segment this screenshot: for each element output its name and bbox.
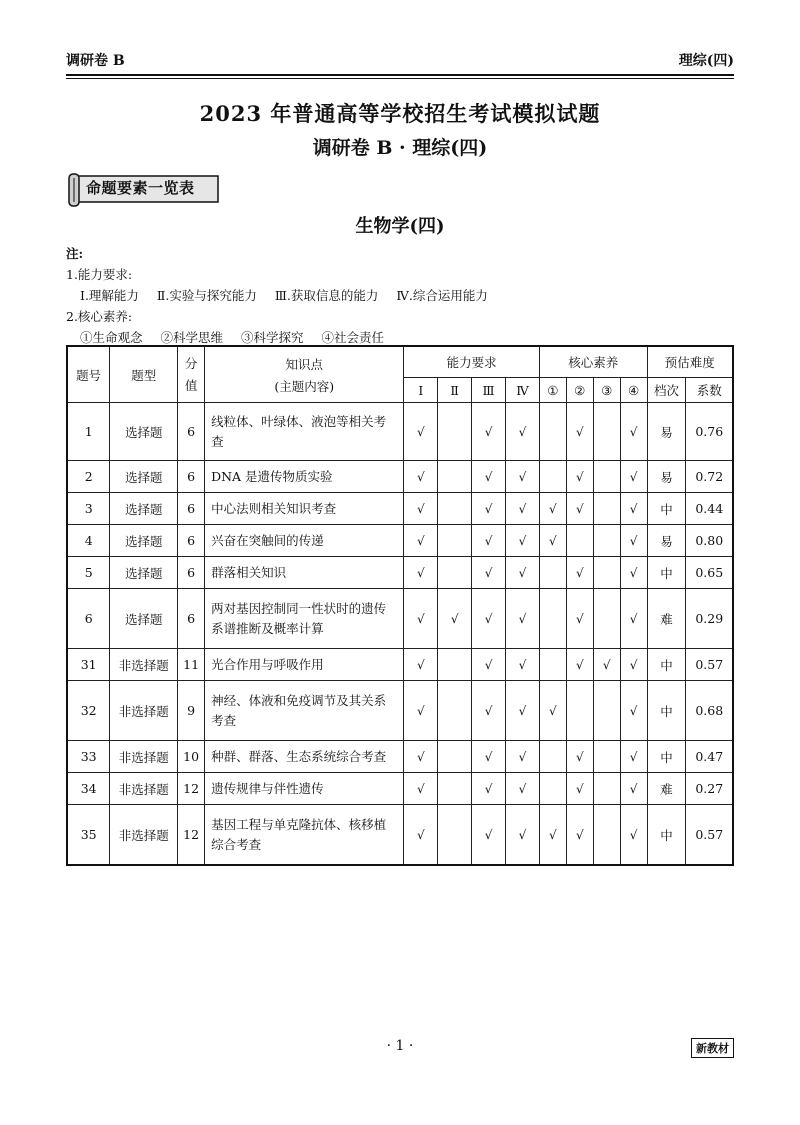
- table-row: [67, 589, 733, 649]
- cell-ability-check: √: [472, 461, 506, 493]
- cell-score: 12: [178, 773, 205, 805]
- page-subtitle: 调研卷 B · 理综(四): [312, 137, 488, 159]
- cell-literacy-check: [539, 461, 566, 493]
- cell-coef: 0.72: [686, 461, 733, 493]
- header-score-text: 分值: [184, 355, 198, 393]
- ability-item: Ⅲ.获取信息的能力: [274, 288, 379, 303]
- cell-literacy-check: [539, 557, 566, 589]
- cell-ability-check: √: [506, 403, 540, 461]
- cell-level: 难: [647, 773, 686, 805]
- cell-num: 3: [67, 493, 110, 525]
- header-ability-col: Ⅰ: [404, 378, 438, 403]
- header-ability-col: Ⅳ: [506, 378, 540, 403]
- cell-level: 易: [647, 525, 686, 557]
- cell-level: 难: [647, 589, 686, 649]
- page-number: · 1 ·: [386, 1038, 414, 1054]
- cell-ability-check: [438, 741, 472, 773]
- cell-literacy-check: [539, 741, 566, 773]
- cell-num: 1: [67, 403, 110, 461]
- cell-ability-check: √: [472, 403, 506, 461]
- header-left: 调研卷 B: [66, 53, 125, 69]
- header-literacy-col: ④: [620, 378, 647, 403]
- cell-ability-check: √: [472, 525, 506, 557]
- cell-num: 35: [67, 805, 110, 866]
- cell-ability-check: √: [506, 557, 540, 589]
- cell-ability-check: √: [404, 557, 438, 589]
- literacy-heading: 2.核心素养:: [66, 309, 133, 324]
- cell-type: 选择题: [110, 461, 178, 493]
- cell-score: 12: [178, 805, 205, 866]
- cell-level: 易: [647, 403, 686, 461]
- table-row: [67, 681, 733, 741]
- cell-topic: 种群、群落、生态系统综合考查: [205, 741, 404, 773]
- cell-literacy-check: √: [566, 403, 593, 461]
- cell-literacy-check: √: [620, 403, 647, 461]
- cell-literacy-check: [593, 493, 620, 525]
- cell-ability-check: √: [506, 741, 540, 773]
- table-row: [67, 805, 733, 866]
- cell-literacy-check: [593, 741, 620, 773]
- header-literacy-col: ①: [539, 378, 566, 403]
- cell-literacy-check: √: [620, 681, 647, 741]
- header-literacy-col: ③: [593, 378, 620, 403]
- section-title: 生物学(四): [355, 216, 445, 237]
- cell-ability-check: [438, 681, 472, 741]
- cell-ability-check: √: [472, 493, 506, 525]
- cell-literacy-check: √: [566, 773, 593, 805]
- cell-type: 非选择题: [110, 741, 178, 773]
- cell-num: 34: [67, 773, 110, 805]
- cell-topic: DNA 是遗传物质实验: [205, 461, 404, 493]
- table-row: [67, 525, 733, 557]
- cell-literacy-check: [593, 773, 620, 805]
- cell-literacy-check: √: [539, 805, 566, 866]
- header-difficulty: 预估难度: [647, 346, 733, 378]
- cell-ability-check: [438, 805, 472, 866]
- cell-ability-check: √: [404, 649, 438, 681]
- cell-literacy-check: [566, 525, 593, 557]
- cell-topic: 基因工程与单克隆抗体、核移植综合考查: [205, 805, 404, 866]
- cell-literacy-check: [566, 681, 593, 741]
- header-diff-col: 系数: [686, 378, 733, 403]
- table-row: [67, 493, 733, 525]
- cell-literacy-check: [539, 773, 566, 805]
- cell-ability-check: √: [506, 525, 540, 557]
- cell-literacy-check: √: [566, 741, 593, 773]
- literacy-item: ③科学探究: [241, 330, 304, 345]
- cell-ability-check: √: [506, 805, 540, 866]
- cell-coef: 0.57: [686, 649, 733, 681]
- cell-num: 6: [67, 589, 110, 649]
- cell-literacy-check: [539, 403, 566, 461]
- cell-literacy-check: √: [566, 805, 593, 866]
- cell-type: 选择题: [110, 493, 178, 525]
- header-topic: [205, 346, 404, 403]
- elements-table: [66, 345, 734, 866]
- literacy-item: ④社会责任: [321, 330, 385, 345]
- cell-ability-check: [438, 493, 472, 525]
- cell-literacy-check: √: [620, 525, 647, 557]
- table-row: [67, 461, 733, 493]
- cell-ability-check: √: [506, 773, 540, 805]
- cell-coef: 0.68: [686, 681, 733, 741]
- cell-ability-check: √: [506, 589, 540, 649]
- cell-literacy-check: √: [620, 741, 647, 773]
- cell-coef: 0.80: [686, 525, 733, 557]
- literacy-item: ②科学思维: [160, 330, 224, 345]
- cell-literacy-check: [539, 589, 566, 649]
- cell-type: 非选择题: [110, 649, 178, 681]
- cell-literacy-check: √: [620, 805, 647, 866]
- cell-literacy-check: √: [539, 681, 566, 741]
- table-row: [67, 773, 733, 805]
- cell-ability-check: √: [404, 525, 438, 557]
- cell-level: 中: [647, 493, 686, 525]
- cell-literacy-check: √: [620, 493, 647, 525]
- cell-score: 6: [178, 461, 205, 493]
- header-score: [178, 346, 205, 403]
- cell-coef: 0.44: [686, 493, 733, 525]
- cell-type: 非选择题: [110, 773, 178, 805]
- cell-num: 5: [67, 557, 110, 589]
- page-header: [66, 48, 734, 74]
- cell-topic: 线粒体、叶绿体、液泡等相关考查: [205, 403, 404, 461]
- cell-score: 9: [178, 681, 205, 741]
- edition-badge: 新教材: [691, 1038, 734, 1058]
- ability-item: Ⅰ.理解能力: [80, 288, 139, 303]
- cell-literacy-check: √: [566, 461, 593, 493]
- header-diff-col: 档次: [647, 378, 686, 403]
- cell-topic: 两对基因控制同一性状时的遗传系谱推断及概率计算: [205, 589, 404, 649]
- header-rule-thin: [66, 78, 734, 79]
- header-num: 题号: [67, 346, 110, 403]
- cell-level: 中: [647, 805, 686, 866]
- cell-num: 2: [67, 461, 110, 493]
- cell-literacy-check: √: [566, 493, 593, 525]
- cell-level: 易: [647, 461, 686, 493]
- cell-literacy-check: √: [620, 461, 647, 493]
- ability-item: Ⅳ.综合运用能力: [396, 288, 488, 303]
- cell-score: 11: [178, 649, 205, 681]
- page-title: 2023 年普通高等学校招生考试模拟试题: [199, 101, 601, 126]
- cell-ability-check: √: [472, 681, 506, 741]
- cell-score: 6: [178, 493, 205, 525]
- cell-ability-check: [438, 525, 472, 557]
- banner-text: 命题要素一览表: [86, 179, 195, 197]
- ability-list: [66, 285, 502, 306]
- cell-level: 中: [647, 681, 686, 741]
- cell-ability-check: √: [472, 805, 506, 866]
- cell-literacy-check: √: [539, 493, 566, 525]
- header-ability: 能力要求: [404, 346, 540, 378]
- cell-type: 选择题: [110, 525, 178, 557]
- cell-type: 非选择题: [110, 805, 178, 866]
- header-ability-col: Ⅱ: [438, 378, 472, 403]
- cell-level: 中: [647, 649, 686, 681]
- cell-score: 6: [178, 403, 205, 461]
- table-row: [67, 649, 733, 681]
- cell-literacy-check: √: [620, 589, 647, 649]
- cell-ability-check: √: [404, 589, 438, 649]
- cell-coef: 0.57: [686, 805, 733, 866]
- cell-type: 选择题: [110, 589, 178, 649]
- cell-literacy-check: √: [620, 773, 647, 805]
- cell-literacy-check: [593, 805, 620, 866]
- cell-literacy-check: √: [539, 525, 566, 557]
- notes: [66, 243, 502, 348]
- cell-type: 非选择题: [110, 681, 178, 741]
- cell-topic: 遗传规律与伴性遗传: [205, 773, 404, 805]
- table-row: [67, 741, 733, 773]
- cell-topic: 中心法则相关知识考查: [205, 493, 404, 525]
- cell-num: 4: [67, 525, 110, 557]
- table-row: [67, 403, 733, 461]
- header-literacy-col: ②: [566, 378, 593, 403]
- cell-ability-check: √: [472, 589, 506, 649]
- cell-ability-check: √: [404, 461, 438, 493]
- cell-ability-check: [438, 649, 472, 681]
- cell-coef: 0.47: [686, 741, 733, 773]
- cell-ability-check: √: [472, 773, 506, 805]
- ability-heading: 1.能力要求:: [66, 267, 133, 282]
- cell-score: 10: [178, 741, 205, 773]
- cell-ability-check: [438, 773, 472, 805]
- header-ability-col: Ⅲ: [472, 378, 506, 403]
- cell-ability-check: √: [404, 403, 438, 461]
- header-literacy: 核心素养: [539, 346, 647, 378]
- header-type: 题型: [110, 346, 178, 403]
- cell-literacy-check: [539, 649, 566, 681]
- cell-literacy-check: [593, 525, 620, 557]
- cell-ability-check: √: [472, 557, 506, 589]
- cell-type: 选择题: [110, 403, 178, 461]
- cell-ability-check: √: [404, 493, 438, 525]
- cell-ability-check: √: [472, 649, 506, 681]
- cell-literacy-check: √: [593, 649, 620, 681]
- cell-score: 6: [178, 525, 205, 557]
- cell-coef: 0.29: [686, 589, 733, 649]
- cell-coef: 0.76: [686, 403, 733, 461]
- ability-item: Ⅱ.实验与探究能力: [156, 288, 257, 303]
- cell-ability-check: √: [506, 681, 540, 741]
- table-body: [67, 403, 733, 866]
- cell-ability-check: [438, 557, 472, 589]
- cell-score: 6: [178, 589, 205, 649]
- cell-ability-check: [438, 461, 472, 493]
- cell-num: 32: [67, 681, 110, 741]
- notes-label: 注:: [66, 246, 84, 261]
- table-row: [67, 557, 733, 589]
- cell-num: 31: [67, 649, 110, 681]
- cell-literacy-check: √: [566, 589, 593, 649]
- header-rule: [66, 74, 734, 76]
- cell-literacy-check: √: [620, 557, 647, 589]
- cell-literacy-check: [593, 403, 620, 461]
- cell-ability-check: √: [404, 741, 438, 773]
- cell-ability-check: √: [506, 649, 540, 681]
- cell-ability-check: √: [404, 773, 438, 805]
- cell-topic: 神经、体液和免疫调节及其关系考查: [205, 681, 404, 741]
- cell-ability-check: [438, 403, 472, 461]
- cell-ability-check: √: [506, 493, 540, 525]
- scroll-banner: [66, 172, 222, 208]
- cell-ability-check: √: [438, 589, 472, 649]
- cell-num: 33: [67, 741, 110, 773]
- cell-ability-check: √: [404, 681, 438, 741]
- cell-topic: 光合作用与呼吸作用: [205, 649, 404, 681]
- cell-level: 中: [647, 557, 686, 589]
- cell-literacy-check: [593, 461, 620, 493]
- cell-literacy-check: [593, 557, 620, 589]
- cell-literacy-check: [593, 681, 620, 741]
- header-right: 理综(四): [678, 53, 734, 69]
- cell-ability-check: √: [506, 461, 540, 493]
- cell-literacy-check: √: [566, 557, 593, 589]
- cell-coef: 0.65: [686, 557, 733, 589]
- header-topic-main: 知识点: [285, 356, 323, 372]
- header-topic-sub: (主题内容): [274, 378, 335, 394]
- literacy-item: ①生命观念: [80, 330, 143, 345]
- cell-type: 选择题: [110, 557, 178, 589]
- cell-ability-check: √: [472, 741, 506, 773]
- cell-coef: 0.27: [686, 773, 733, 805]
- cell-literacy-check: √: [566, 649, 593, 681]
- cell-topic: 兴奋在突触间的传递: [205, 525, 404, 557]
- cell-literacy-check: √: [620, 649, 647, 681]
- cell-score: 6: [178, 557, 205, 589]
- cell-topic: 群落相关知识: [205, 557, 404, 589]
- cell-ability-check: √: [404, 805, 438, 866]
- cell-literacy-check: [593, 589, 620, 649]
- cell-level: 中: [647, 741, 686, 773]
